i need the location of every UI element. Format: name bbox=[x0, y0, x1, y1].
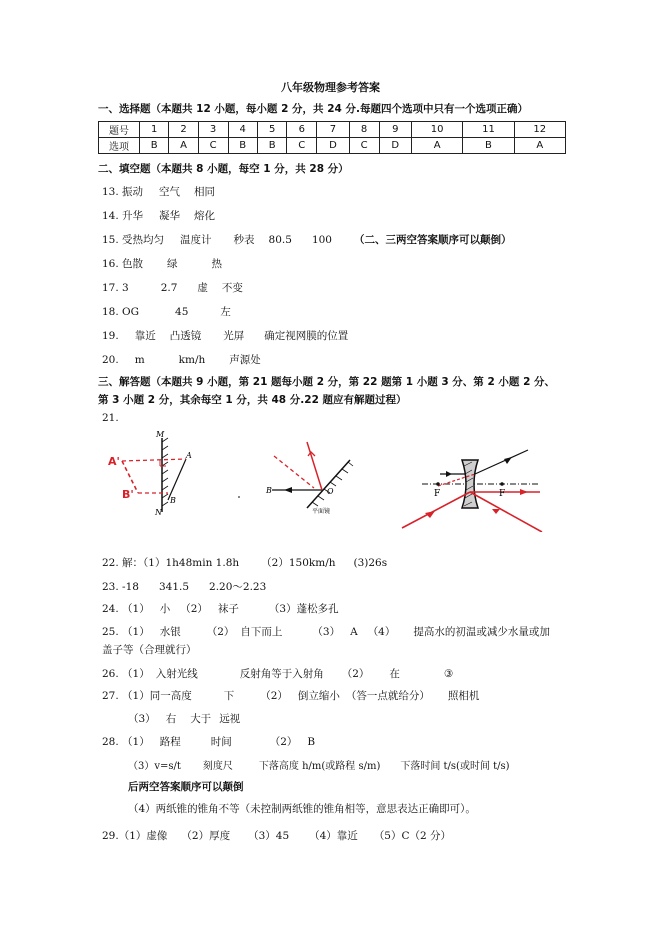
answer-line-22 bbox=[102, 555, 387, 570]
label-b: B bbox=[170, 496, 176, 505]
answer-option-cell: A bbox=[169, 138, 198, 154]
answer-text: （3）蓬松多孔 bbox=[268, 603, 339, 615]
answer-option-cell: A bbox=[412, 138, 463, 154]
answer-line-13 bbox=[102, 184, 215, 199]
table-header-cell: 选项 bbox=[99, 138, 140, 154]
answer-text: ③ bbox=[443, 668, 454, 680]
answer-option-cell: C bbox=[287, 138, 317, 154]
answer-text: 凸透镜 bbox=[169, 330, 202, 342]
answer-line-25-cont: 盖子等（合理就行） bbox=[102, 644, 197, 656]
label-m: M bbox=[156, 430, 165, 439]
question-number-cell: 8 bbox=[349, 122, 379, 138]
answer-text: （答一点就给分） bbox=[345, 690, 430, 702]
section3-heading-line2: 第 3 小题 2 分，其余每空 1 分，共 48 分.22 题应有解题过程） bbox=[98, 394, 407, 406]
answer-text: 光屏 bbox=[223, 330, 245, 342]
answer-text: 26. （1） bbox=[102, 668, 150, 680]
answer-text: 45 bbox=[175, 306, 189, 318]
answer-text: 虚 bbox=[197, 282, 208, 294]
answer-line-14 bbox=[102, 208, 215, 223]
question-number-cell: 9 bbox=[379, 122, 412, 138]
answer-text: 341.5 bbox=[158, 581, 190, 593]
answer-note-28: 后两空答案顺序可以颠倒 bbox=[128, 781, 244, 793]
answer-text: 入射光线 bbox=[155, 668, 198, 680]
answer-line-29 bbox=[102, 828, 451, 843]
answer-text: 照相机 bbox=[447, 690, 480, 702]
answer-text: 27. （1）同一高度 bbox=[102, 690, 192, 702]
section3-heading-line1: 三、解答题（本题共 9 小题，第 21 题每小题 2 分，第 22 题第 1 小题 3 分、第 2 小题 2 分、 bbox=[98, 376, 556, 388]
answer-option-cell: A bbox=[514, 138, 565, 154]
answer-text: 80.5 bbox=[268, 234, 292, 246]
answer-text: 远视 bbox=[219, 713, 241, 725]
answer-text: 25. （1） bbox=[102, 626, 150, 638]
answer-line-28-part4: （4）两纸锥的锥角不等（未控制两纸锥的锥角相等，意思表达正确即可）。 bbox=[128, 803, 476, 815]
answer-option-cell: B bbox=[140, 138, 169, 154]
answer-text: 绿 bbox=[167, 258, 178, 270]
page-title: 八年级物理参考答案 bbox=[281, 81, 380, 94]
answer-text: 17. 3 bbox=[102, 282, 129, 294]
answer-text: 在 bbox=[389, 668, 400, 680]
answer-text: 下落高度 h/m(或路程 s/m) bbox=[258, 761, 381, 772]
label-a: A bbox=[186, 451, 192, 460]
answer-text: 确定视网膜的位置 bbox=[264, 330, 349, 342]
answer-option-cell: D bbox=[379, 138, 412, 154]
answer-text: （2） bbox=[269, 736, 298, 748]
answer-text: 左 bbox=[220, 306, 231, 318]
answer-text: 下 bbox=[223, 690, 235, 702]
table-header-cell: 题号 bbox=[99, 122, 140, 138]
answer-line-25 bbox=[102, 624, 550, 639]
answer-line-15 bbox=[102, 232, 511, 247]
answer-text: 反射角等于入射角 bbox=[239, 668, 324, 680]
answer-text: 路程 bbox=[159, 736, 181, 748]
table-row bbox=[99, 138, 566, 154]
answer-text: 28. （1） bbox=[102, 736, 150, 748]
answer-text: (3)26s bbox=[353, 557, 388, 569]
answer-text: （2）150km/h bbox=[261, 557, 336, 569]
answer-text: 24. （1） bbox=[102, 603, 150, 615]
answer-text: 袜子 bbox=[217, 603, 239, 615]
answer-text: 自下而上 bbox=[240, 626, 283, 638]
answer-text: 100 bbox=[311, 234, 332, 246]
question-number-cell: 11 bbox=[463, 122, 514, 138]
answer-text: m bbox=[134, 354, 145, 366]
answer-option-cell: B bbox=[228, 138, 257, 154]
label-b: B bbox=[266, 486, 272, 495]
answer-text: 19. bbox=[102, 330, 119, 342]
label-f-left: F bbox=[434, 489, 441, 499]
question-number-cell: 12 bbox=[514, 122, 565, 138]
answer-text: 2.7 bbox=[160, 282, 178, 294]
answer-text: 下落时间 t/s(或时间 t/s) bbox=[400, 761, 510, 772]
answer-text: 空气 bbox=[159, 186, 181, 198]
answer-text: 靠近 bbox=[134, 330, 156, 342]
answer-text: （2） bbox=[180, 603, 208, 615]
answer-line-16 bbox=[102, 256, 222, 271]
label-n: N bbox=[155, 508, 162, 515]
answer-option-cell: C bbox=[349, 138, 379, 154]
answer-text: 22. 解：（1）1h48min 1.8h bbox=[102, 557, 240, 569]
answer-text: 秒表 bbox=[233, 234, 255, 246]
answer-text: （3） bbox=[128, 713, 156, 725]
answer-text: 时间 bbox=[210, 736, 232, 748]
reflection-diagram bbox=[262, 430, 362, 518]
answer-option-cell: B bbox=[463, 138, 514, 154]
question-number-cell: 5 bbox=[257, 122, 286, 138]
answer-text: （3）v=s/t bbox=[128, 761, 181, 772]
answer-text: 声源处 bbox=[229, 354, 261, 366]
answer-text: （4） bbox=[367, 626, 396, 638]
answer-text: 熔化 bbox=[194, 210, 216, 222]
answer-text: 14. 升华 bbox=[102, 210, 144, 222]
answer-text: km/h bbox=[178, 354, 206, 366]
answer-text: 刻度尺 bbox=[202, 761, 233, 772]
answer-line-26 bbox=[102, 666, 453, 681]
answer-text: （2）厚度 bbox=[181, 830, 231, 842]
answer-text: B bbox=[307, 736, 316, 748]
answer-text: （2） bbox=[341, 668, 370, 680]
answer-line-23 bbox=[102, 579, 266, 594]
question-number-cell: 10 bbox=[412, 122, 463, 138]
answer-option-cell: D bbox=[317, 138, 350, 154]
answer-line-28-cont bbox=[128, 757, 510, 772]
answer-line-20 bbox=[102, 352, 261, 367]
answer-note: （二、三两空答案顺序可以颠倒） bbox=[353, 234, 512, 246]
dot-mark bbox=[238, 496, 240, 498]
answer-text: 小 bbox=[159, 603, 171, 615]
answer-table bbox=[98, 121, 566, 154]
label-f-right: F bbox=[499, 489, 506, 499]
label-plane-mirror: 平面镜 bbox=[312, 508, 331, 515]
answer-text: 热 bbox=[211, 258, 223, 270]
answer-text: 倒立缩小 bbox=[297, 690, 340, 702]
concave-lens-diagram bbox=[400, 432, 550, 532]
answer-text: 15. 受热均匀 bbox=[102, 234, 165, 246]
answer-text: （2） bbox=[206, 626, 235, 638]
answer-text: 大于 bbox=[190, 713, 212, 725]
answer-line-27-cont bbox=[128, 711, 240, 726]
answer-line-19 bbox=[102, 328, 348, 343]
answer-text: 18. OG bbox=[102, 306, 140, 318]
answer-text: 2.20～2.23 bbox=[209, 581, 267, 593]
answer-text: 23. -18 bbox=[102, 581, 139, 593]
question-number-cell: 3 bbox=[198, 122, 228, 138]
answer-option-cell: C bbox=[198, 138, 228, 154]
answer-option-cell: B bbox=[257, 138, 286, 154]
answer-line-18 bbox=[102, 304, 231, 319]
answer-line-17 bbox=[102, 280, 243, 295]
answer-text: 不变 bbox=[221, 282, 243, 294]
answer-text: （3）45 bbox=[248, 830, 290, 842]
question-21-label: 21. bbox=[102, 412, 119, 424]
answer-text: （3） bbox=[312, 626, 341, 638]
answer-text: 16. 色散 bbox=[102, 258, 144, 270]
answer-line-24 bbox=[102, 601, 339, 616]
answer-text: 温度计 bbox=[180, 234, 212, 246]
label-b-image: B' bbox=[122, 488, 134, 501]
mirror-image-diagram bbox=[100, 430, 220, 515]
label-a-image: A' bbox=[108, 455, 120, 468]
answer-line-27 bbox=[102, 688, 479, 703]
section2-heading: 二、填空题（本题共 8 小题，每空 1 分，共 28 分） bbox=[98, 163, 349, 175]
question-number-cell: 4 bbox=[228, 122, 257, 138]
answer-text: 相同 bbox=[194, 186, 216, 198]
answer-text: 凝华 bbox=[159, 210, 181, 222]
question-number-cell: 7 bbox=[317, 122, 350, 138]
answer-text: A bbox=[350, 626, 358, 638]
answer-text: 29.（1）虚像 bbox=[102, 830, 168, 842]
label-o: O bbox=[327, 487, 334, 496]
answer-text: （5）C（2 分） bbox=[373, 830, 452, 842]
answer-text: 13. 振动 bbox=[102, 186, 144, 198]
answer-text: 20. bbox=[102, 354, 119, 366]
section1-heading: 一、选择题（本题共 12 小题，每小题 2 分，共 24 分.每题四个选项中只有一个选项正确） bbox=[98, 103, 528, 115]
question-number-cell: 6 bbox=[287, 122, 317, 138]
answer-text: 提高水的初温或减少水量或加 bbox=[413, 626, 550, 638]
answer-text: 右 bbox=[165, 713, 177, 725]
answer-text: （2） bbox=[260, 690, 288, 702]
question-number-cell: 2 bbox=[169, 122, 198, 138]
answer-text: （4）靠近 bbox=[309, 830, 358, 842]
question-number-cell: 1 bbox=[140, 122, 169, 138]
answer-text: 水银 bbox=[159, 626, 181, 638]
answer-line-28 bbox=[102, 734, 315, 749]
table-row bbox=[99, 122, 566, 138]
